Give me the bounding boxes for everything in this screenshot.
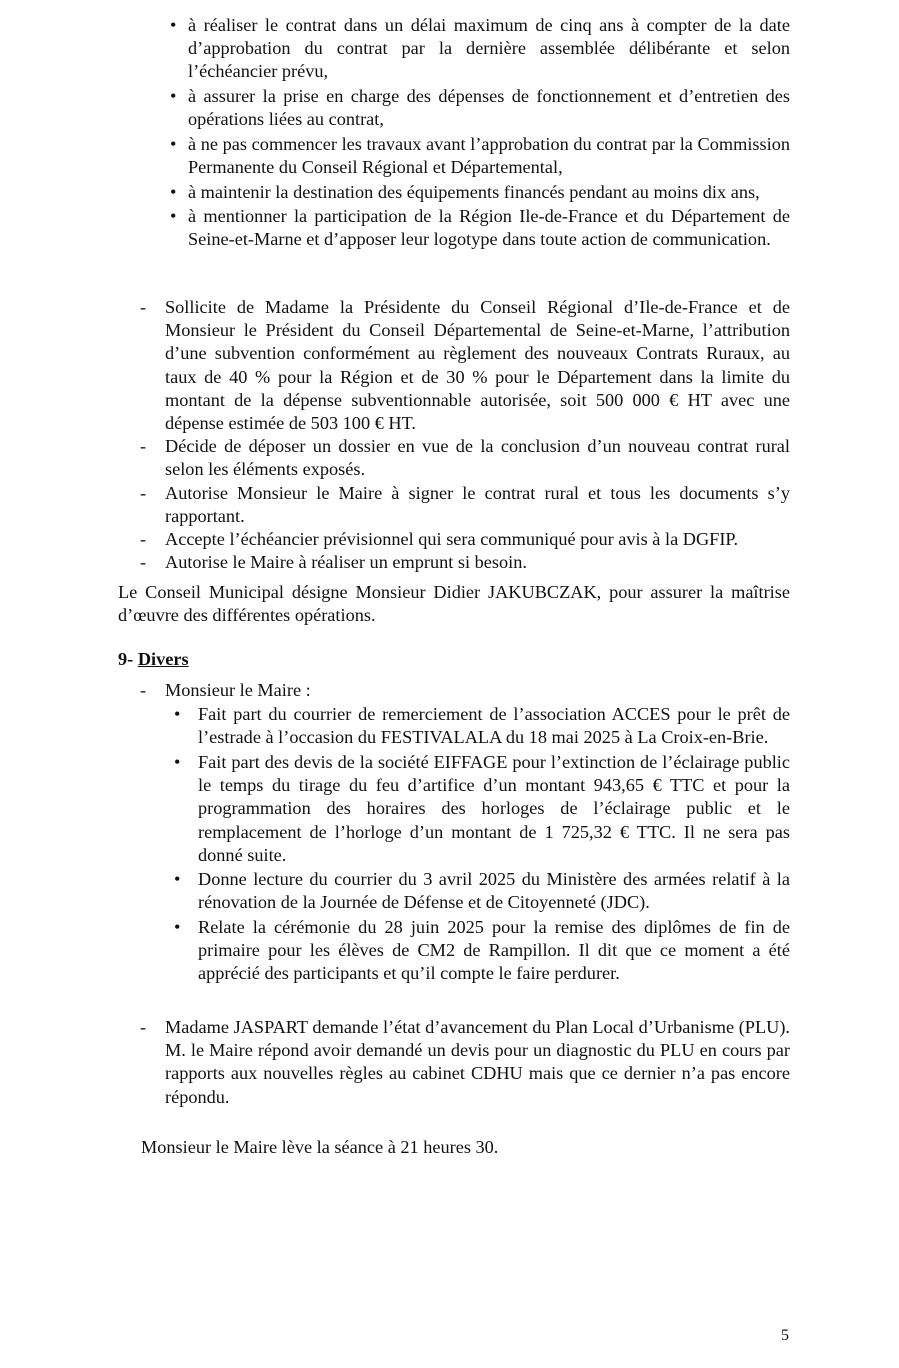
- dash-marker: -: [140, 680, 147, 700]
- item-text: à ne pas commencer les travaux avant l’approbation du contrat par la Commission Permanente du Conseil Régional et Départemental,: [188, 133, 790, 177]
- decisions-list: [140, 296, 790, 574]
- list-item: [172, 85, 790, 131]
- section-heading: [118, 648, 189, 671]
- list-item: [140, 528, 790, 551]
- bullet-icon: •: [174, 704, 181, 725]
- list-item: [140, 551, 790, 574]
- closing-statement: Monsieur le Maire lève la séance à 21 heures 30.: [141, 1137, 499, 1157]
- conseil-paragraph: Le Conseil Municipal désigne Monsieur Didier JAKUBCZAK, pour assurer la maîtrise d’œuvre des différentes opérations.: [118, 582, 790, 626]
- list-item: [140, 296, 790, 435]
- divers-list: [140, 679, 790, 987]
- item-text: Autorise le Maire à réaliser un emprunt si besoin.: [165, 552, 527, 573]
- dash-marker: -: [140, 482, 147, 503]
- list-item: [172, 14, 790, 84]
- item-text: Donne lecture du courrier du 3 avril 2025 du Ministère des armées relatif à la rénovation de la Journée de Défense et de Citoyenneté (JDC).: [198, 869, 790, 913]
- bullet-icon: •: [174, 751, 181, 772]
- bullet-icon: •: [170, 15, 177, 35]
- item-text: Sollicite de Madame la Présidente du Conseil Régional d’Ile-de-France et de Monsieur le Président du Conseil Départemental de Seine-et-Marne, l’attribution d’une subvention conformément au règlement des nouveaux Contrats Ruraux, au taux de 40 % pour la Région et de 30 % pour le Département dans la limite du montant de la dépense subventionnable autorisée, soit 500 000 € HT avec une dépense estimée de 503 100 € HT.: [165, 297, 790, 434]
- list-item: [140, 482, 790, 528]
- list-item: [172, 181, 790, 204]
- bullet-icon: •: [174, 869, 181, 890]
- dash-marker: -: [140, 297, 147, 317]
- list-item: [165, 868, 790, 914]
- page-number: 5: [781, 1327, 789, 1344]
- list-item: [172, 205, 790, 251]
- item-text: Autorise Monsieur le Maire à signer le contrat rural et tous les documents s’y rapportant.: [165, 482, 790, 526]
- dash-marker: -: [140, 552, 147, 573]
- bullet-icon: •: [170, 206, 177, 227]
- item-text: à mentionner la participation de la Région Ile-de-France et du Département de Seine-et-Marne et d’apposer leur logotype dans toute action de communication.: [188, 206, 790, 250]
- list-item: [165, 703, 790, 749]
- list-item: [140, 1016, 790, 1109]
- item-text: Relate la cérémonie du 28 juin 2025 pour la remise des diplômes de fin de primaire pour les élèves de CM2 de Rampillon. Il dit que ce moment a été apprécié des participants et qu’il compte le faire perdurer.: [198, 916, 790, 984]
- list-item: [140, 435, 790, 481]
- commitments-list: [172, 14, 790, 253]
- jaspart-list: [140, 1016, 790, 1109]
- maire-bullets: [165, 703, 790, 985]
- bullet-icon: •: [170, 133, 177, 154]
- item-text: à assurer la prise en charge des dépenses de fonctionnement et d’entretien des opérations liées au contrat,: [188, 86, 790, 130]
- item-text: Madame JASPART demande l’état d’avancement du Plan Local d’Urbanisme (PLU). M. le Maire répond avoir demandé un devis pour un diagnostic du PLU en cours par rapports aux nouvelles règles au cabinet CDHU mais que ce dernier n’a pas encore répondu.: [165, 1017, 790, 1107]
- list-item: [172, 133, 790, 179]
- list-item: [165, 751, 790, 867]
- item-text: à réaliser le contrat dans un délai maximum de cinq ans à compter de la date d’approbation du contrat par la dernière assemblée délibérante et selon l’échéancier prévu,: [188, 15, 790, 82]
- list-item: [165, 916, 790, 986]
- section-number: 9-: [118, 649, 134, 669]
- dash-marker: -: [140, 529, 147, 550]
- item-text: Fait part du courrier de remerciement de l’association ACCES pour le prêt de l’estrade à l’occasion du FESTIVALALA du 18 mai 2025 à La Croix-en-Brie.: [198, 704, 790, 748]
- dash-marker: -: [140, 436, 147, 457]
- list-item: [140, 679, 790, 986]
- item-text: Monsieur le Maire :: [165, 680, 311, 700]
- item-text: Fait part des devis de la société EIFFAGE pour l’extinction de l’éclairage public le temps du tirage du feu d’artifice d’un montant 943,65 € TTC et pour la programmation des horaires des horloges de l’éclairage public et le remplacement de l’horloge d’un montant de 1 725,32 € TTC. Il ne sera pas donné suite.: [198, 751, 790, 865]
- item-text: Décide de déposer un dossier en vue de la conclusion d’un nouveau contrat rural selon les éléments exposés.: [165, 436, 790, 480]
- section-title: Divers: [137, 649, 189, 669]
- bullet-icon: •: [170, 181, 177, 202]
- item-text: à maintenir la destination des équipements financés pendant au moins dix ans,: [188, 181, 760, 202]
- bullet-icon: •: [170, 86, 177, 106]
- dash-marker: -: [140, 1017, 147, 1037]
- bullet-icon: •: [174, 916, 181, 937]
- item-text: Accepte l’échéancier prévisionnel qui sera communiqué pour avis à la DGFIP.: [165, 529, 739, 550]
